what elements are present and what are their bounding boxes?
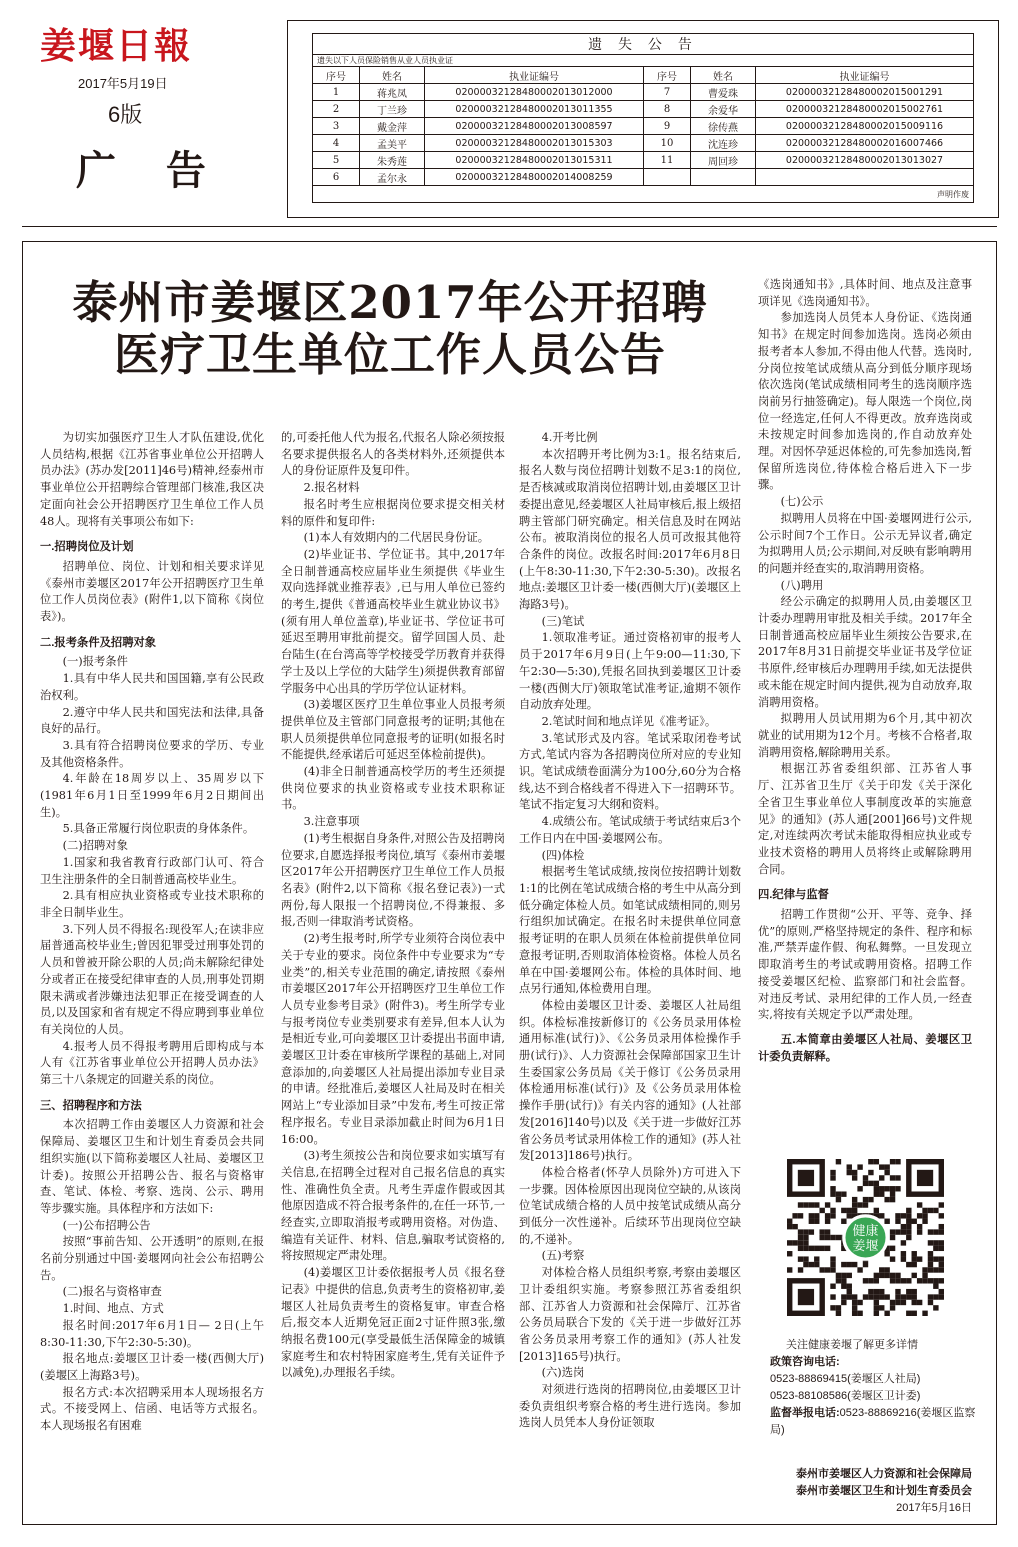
paragraph: 4.开考比例 xyxy=(541,431,598,444)
edition-number: 6版 xyxy=(108,102,143,127)
paragraph: 1.领取准考证。通过资格初审的报考人员于2017年6月9日(上午9:00—11:30,下午2:30—5:30),凭报名回执到姜堰区卫计委一楼(西侧大厅)领取笔试准考证,逾期不领作自动放弃处理。 xyxy=(519,631,741,712)
paragraph: 根据江苏省委组织部、江苏省人事厅、江苏省卫生厅《关于印发《关于深化全省卫生事业单位人事制度改革的实施意见》的通知》(苏人通[2001]66号)文件规定,对连续两次考试未能取得相应执业或专业技术资格的聘用人员将终止或解除聘用合同。 xyxy=(758,762,972,876)
section-heading: 二.报考条件及招聘对象 xyxy=(40,636,157,649)
paragraph: (4)姜堰区卫计委依据报考人员《报名登记表》中提供的信息,负责考生的资格初审,姜堰区人社局负责考生的资格复审。审查合格后,报交本人近期免冠正面2寸证件照3张,缴纳报名费100元(享受最低生活保障金的城镇家庭考生和农村特困家庭考生,凭有关证件予以减免),办理报名手续。 xyxy=(281,1266,505,1380)
paragraph: 对须进行选岗的招聘岗位,由姜堰区卫计委负责组织考察合格的考生进行选岗。参加选岗人员凭本人身份证领取 xyxy=(519,1383,741,1430)
newspaper-logo: 姜堰日報 xyxy=(40,25,193,67)
paragraph: 按照“事前告知、公开透明”的原则,在报名前分别通过中国·姜堰网向社会公布招聘公告。 xyxy=(40,1235,264,1282)
table-cell: 7 xyxy=(644,84,691,101)
paragraph: 报名地点:姜堰区卫计委一楼(西侧大厅)(姜堰区上海路3号)。 xyxy=(40,1352,264,1382)
table-cell xyxy=(691,169,756,186)
paragraph: 本次招聘开考比例为3:1。报名结束后,报名人数与岗位招聘计划数不足3:1的岗位,是否核减或取消岗位招聘计划,由姜堰区卫计委提出意见,经姜堰区人社局审核后,报上级招聘主管部门研究确定。相关信息及时在网站公布。被取消岗位的报名人员可改报其他符合条件的岗位。改报名时间:2017年6月8日(上午8:30-11:30,下午2:30-5:30)。改报名地点:姜堰区卫计委一楼(西侧大厅)(姜堰区上海路3号)。 xyxy=(519,447,741,612)
table-row xyxy=(313,152,974,169)
lost-notice-subtitle: 遗失以下人员保险销售从业人员执业证 xyxy=(313,55,974,67)
paragraph: 招聘工作贯彻“公开、平等、竞争、择优”的原则,严格坚持规定的条件、程序和标准,严禁弄虚作假、徇私舞弊。一旦发现立即取消考生的考试或聘用资格。招聘工作接受姜堰区纪检、监察部门和社会监督。对违反考试、录用纪律的工作人员,一经查实,将按有关规定予以严肃处理。 xyxy=(758,908,972,1022)
follow-text: 关注健康姜堰了解更多详情 xyxy=(786,1339,918,1351)
header-cell: 姓名 xyxy=(691,67,756,84)
contact-info xyxy=(770,1337,980,1439)
paragraph: 2.报名材料 xyxy=(303,481,360,495)
table-cell: 02000032128480002013013027 xyxy=(756,152,974,169)
table-cell: 3 xyxy=(313,118,360,135)
paragraph: (四)体检 xyxy=(541,848,585,862)
header-cell: 执业证编号 xyxy=(756,67,974,84)
table-cell: 2 xyxy=(313,101,360,118)
paragraph: 报名时间:2017年6月1日— 2日(上午8:30-11:30,下午2:30-5:30)。 xyxy=(40,1318,264,1349)
article-column-4 xyxy=(758,277,972,1065)
table-cell: 周回珍 xyxy=(691,152,756,169)
table-row xyxy=(313,135,974,152)
svg-text:姜堰: 姜堰 xyxy=(852,1238,879,1254)
table-cell: 沈连珍 xyxy=(691,135,756,152)
paragraph: 体检合格者(怀孕人员除外)方可进入下一步骤。因体检原因出现岗位空缺的,从该岗位笔试成绩合格的人员中按笔试成绩从高分到低分一次性递补。后续环节出现岗位空缺的,不递补。 xyxy=(519,1165,741,1246)
table-cell: 余爱华 xyxy=(691,101,756,118)
issue-date: 2017年5月19日 xyxy=(78,76,168,91)
table-cell: 曹爱珠 xyxy=(691,84,756,101)
table-row xyxy=(313,169,974,186)
issuer-2: 泰州市姜堰区卫生和计划生育委员会 xyxy=(796,1485,972,1497)
table-cell: 孟美平 xyxy=(360,135,425,152)
consult-label: 政策咨询电话: xyxy=(770,1356,840,1368)
paragraph: (五)考察 xyxy=(541,1249,585,1263)
paragraph: 报名时考生应根据岗位要求提交相关材料的原件和复印件: xyxy=(281,497,505,528)
header-cell: 执业证编号 xyxy=(425,67,644,84)
table-cell: 02000032128480002013011355 xyxy=(425,101,644,118)
paragraph: 2.遵守中华人民共和国宪法和法律,具备良好的品行。 xyxy=(40,705,264,736)
paragraph: 4.成绩公布。笔试成绩于考试结束后3个工作日内在中国·姜堰网公布。 xyxy=(519,815,741,845)
headline-line-2: 医疗卫生单位工作人员公告 xyxy=(113,328,666,381)
paragraph: 3.笔试形式及内容。笔试采取闭卷考试方式,笔试内容为各招聘岗位所对应的专业知识。笔试成绩卷面满分为100分,60分为合格线,达不到合格线者不得进入下一招聘环节。笔试不指定复习大纲和资料。 xyxy=(519,731,741,812)
svg-text:健康: 健康 xyxy=(852,1223,879,1239)
masthead xyxy=(40,18,260,196)
paragraph: (4)非全日制普通高校学历的考生还须提供岗位要求的执业资格或专业技术职称证书。 xyxy=(281,765,505,812)
paragraph: (2)考生报考时,所学专业须符合岗位表中关于专业的要求。岗位条件中专业要求为“专业类”的,相关专业范围的确定,请按照《泰州市姜堰区2017年公开招聘医疗卫生单位工作人员专业参考目录》(附件3)。考生所学专业与报考岗位专业类别要求有差异,但本人认为是相近专业,可向姜堰区卫计委提出书面申请,姜堰区卫计委在审核所学课程的基础上,对同意添加的,向姜堰区人社局提出添加专业目录的申请。经批准后,姜堰区人社局及时在相关网站上“专业添加目录”中发布,考生可按正常程序报名。专业目录添加截止时间为6月1日16:00。 xyxy=(281,932,505,1146)
paragraph: 的,可委托他人代为报名,代报名人除必须按报名要求提供报名人的各类材料外,还须提供本人的身份证原件及复印件。 xyxy=(281,431,505,478)
paragraph: 拟聘用人员试用期为6个月,其中初次就业的试用期为12个月。考核不合格者,取消聘用资格,解除聘用关系。 xyxy=(758,712,972,759)
section-heading: 三、招聘程序和方法 xyxy=(40,1099,142,1112)
paragraph: (二)招聘对象 xyxy=(62,839,128,853)
table-cell: 02000032128480002013012000 xyxy=(425,84,644,101)
table-cell: 戴金萍 xyxy=(360,118,425,135)
table-row xyxy=(313,101,974,118)
paragraph: 为切实加强医疗卫生人才队伍建设,优化人员结构,根据《江苏省事业单位公开招聘人员办法》(苏办发[2011]46号)精神,经泰州市事业单位公开招聘综合管理部门核准,我区决定面向社会公开招聘医疗卫生单位工作人员48人。现将有关事项公布如下: xyxy=(40,431,264,528)
table-cell: 02000032128480002015009116 xyxy=(756,118,974,135)
paragraph: (3)考生须按公告和岗位要求如实填写有关信息,在招聘全过程对自己报名信息的真实性、准确性负全责。凡考生弄虚作假或因其他原因造成不符合报考条件的,在任一环节,一经查实,立即取消报考或聘用资格。对伪造、编造有关证件、材料、信息,骗取考试资格的,将按照规定严肃处理。 xyxy=(281,1149,505,1263)
consult-phone-1: 0523-88869415(姜堰区人社局) xyxy=(770,1373,921,1385)
paragraph: (六)选岗 xyxy=(541,1366,585,1380)
table-cell: 徐传燕 xyxy=(691,118,756,135)
table-cell: 4 xyxy=(313,135,360,152)
article-column-2 xyxy=(281,430,505,1382)
lost-notice-title: 遗 失 公 告 xyxy=(313,34,974,55)
paragraph: (1)考生根据自身条件,对照公告及招聘岗位要求,自愿选择报考岗位,填写《泰州市姜堰区2017年公开招聘医疗卫生单位工作人员报名表》(附件2,以下简称《报名登记表》)一式两份,每人限报一个招聘岗位,不得兼报、多报,否则一律取消考试资格。 xyxy=(281,831,505,929)
table-cell: 朱秀莲 xyxy=(360,152,425,169)
paragraph: 1.时间、地点、方式 xyxy=(62,1302,164,1316)
report-phone: 0523-88869216(姜堰区监察局) xyxy=(770,1407,976,1436)
paragraph: 1.具有中华人民共和国国籍,享有公民政治权利。 xyxy=(40,672,264,702)
table-cell: 02000032128480002013008597 xyxy=(425,118,644,135)
table-header-row xyxy=(313,67,974,84)
paragraph: (八)聘用 xyxy=(780,578,824,592)
paragraph: 报名方式:本次招聘采用本人现场报名方式。不接受网上、信函、电话等方式报名。本人现场报名有困难 xyxy=(40,1385,264,1433)
lost-notice-table xyxy=(312,33,974,203)
table-cell: 蒋兆凤 xyxy=(360,84,425,101)
table-cell: 02000032128480002014008259 xyxy=(425,169,644,186)
table-row xyxy=(313,84,974,101)
table-row xyxy=(313,118,974,135)
paragraph: (2)毕业证书、学位证书。其中,2017年全日制普通高校应届毕业生须提供《毕业生双向选择就业推荐表》,已与用人单位已签约的考生,提供《普通高校毕业生就业协议书》(须有用人单位盖章),毕业证书、学位证书可延迟至聘用审批前提交。留学回国人员、赴台陆生(在台湾高等学校接受学历教育并获得学士及以上学位的大陆学生)须提供教育部留学服务中心出具的学历学位认证材料。 xyxy=(281,547,505,695)
declaration: 声明作废 xyxy=(313,186,974,203)
paragraph: 《选岗通知书》,具体时间、地点及注意事项详见《选岗通知书》。 xyxy=(758,278,972,308)
paragraph: 参加选岗人员凭本人身份证、《选岗通知书》在规定时间参加选岗。选岗必须由报考者本人参加,不得由他人代替。选岗时,分岗位按笔试成绩从高分到低分顺序现场依次选岗(笔试成绩相同考生的选岗顺序选岗前另行抽签确定)。每人限选一个岗位,岗位一经选定,任何人不得更改。放弃选岗或未按规定时间参加选岗的,作自动放弃处理。对因怀孕延迟体检的,可先参加选岗,暂保留所选岗位,待体检合格后进入下一步骤。 xyxy=(758,311,972,492)
paragraph: 对体检合格人员组织考察,考察由姜堰区卫计委组织实施。考察参照江苏省委组织部、江苏省人力资源和社会保障厅、江苏省公务员局联合下发的《关于进一步做好江苏省公务员录用考察工作的通知》(苏人社发[2013]165号)执行。 xyxy=(519,1266,741,1363)
table-cell: 02000032128480002013015311 xyxy=(425,152,644,169)
table-cell xyxy=(644,169,691,186)
table-cell: 02000032128480002013015303 xyxy=(425,135,644,152)
paragraph: (一)报考条件 xyxy=(62,655,128,669)
paragraph: 4.年龄在18周岁以上、35周岁以下(1981年6月1日至1999年6月2日期间出生)。 xyxy=(40,772,264,819)
qr-code xyxy=(787,1159,944,1316)
issuer-1: 泰州市姜堰区人力资源和社会保障局 xyxy=(796,1468,972,1480)
paragraph: 本次招聘工作由姜堰区人力资源和社会保障局、姜堰区卫生和计划生育委员会共同组织实施(以下简称姜堰区人社局、姜堰区卫计委)。按照公开招聘公告、报名与资格审查、笔试、体检、考察、选岗、公示、聘用等步骤实施。具体程序和方法如下: xyxy=(40,1118,264,1215)
table-cell: 孟尔永 xyxy=(360,169,425,186)
paragraph: 拟聘用人员将在中国·姜堰网进行公示,公示时间7个工作日。公示无异议者,确定为拟聘用人员;公示期间,对反映有影响聘用的问题并经查实的,取消聘用资格。 xyxy=(758,511,972,575)
paragraph: (三)笔试 xyxy=(541,614,585,628)
table-cell: 5 xyxy=(313,152,360,169)
paragraph: 4.报考人员不得报考聘用后即构成与本人有《江苏省事业单位公开招聘人员办法》第三十八条规定的回避关系的岗位。 xyxy=(40,1039,264,1087)
paragraph: 体检由姜堰区卫计委、姜堰区人社局组织。体检标准按新修订的《公务员录用体检通用标准(试行)》、《公务员录用体检操作手册(试行)》、人力资源社会保障部国家卫生计生委国家公务员局《关于修订《公务员录用体检通用标准(试行)》及《公务员录用体检操作手册(试行)》有关内容的通知》(人社部发[2016]140号)以及《关于进一步做好江苏省公务员考试录用体检工作的通知》(苏人社发[2013]186号)执行。 xyxy=(519,998,741,1163)
signoff-date: 2017年5月16日 xyxy=(896,1502,972,1514)
paragraph: (二)报名与资格审查 xyxy=(62,1285,162,1299)
table-cell: 02000032128480002015002761 xyxy=(756,101,974,118)
table-cell xyxy=(756,169,974,186)
report-label: 监督举报电话: xyxy=(770,1407,840,1419)
paragraph: 2.具有相应执业资格或专业技术职称的非全日制毕业生。 xyxy=(40,889,264,919)
divider xyxy=(22,226,997,227)
paragraph: 招聘单位、岗位、计划和相关要求详见《泰州市姜堰区2017年公开招聘医疗卫生单位工作人员岗位表》(附件1,以下简称《岗位表》)。 xyxy=(40,559,264,624)
article-column-3 xyxy=(519,430,741,1432)
paragraph: 3.注意事项 xyxy=(303,815,360,829)
article-column-1 xyxy=(40,430,264,1435)
table-cell: 6 xyxy=(313,169,360,186)
header-cell: 序号 xyxy=(644,67,691,84)
paragraph: (1)本人有效期内的二代居民身份证。 xyxy=(303,531,490,545)
lost-notice xyxy=(287,20,999,218)
table-cell: 8 xyxy=(644,101,691,118)
header-cell: 序号 xyxy=(313,67,360,84)
table-cell: 02000032128480002016007466 xyxy=(756,135,974,152)
table-cell: 11 xyxy=(644,152,691,169)
table-cell: 9 xyxy=(644,118,691,135)
paragraph: 2.笔试时间和地点详见《准考证》。 xyxy=(541,714,717,728)
headline xyxy=(40,277,740,381)
section-heading: 四.纪律与监督 xyxy=(758,889,829,902)
section-heading: 一.招聘岗位及计划 xyxy=(40,541,134,554)
header-cell: 姓名 xyxy=(360,67,425,84)
paragraph: 1.国家和我省教育行政部门认可、符合卫生注册条件的全日制普通高校毕业生。 xyxy=(40,855,264,886)
table-cell: 10 xyxy=(644,135,691,152)
paragraph: 根据考生笔试成绩,按岗位按招聘计划数1:1的比例在笔试成绩合格的考生中从高分到低分确定体检人员。如笔试成绩相同的,则另行组织加试确定。在报名时未提供单位同意报考证明的在职人员须在体检前提供单位同意报考证明,否则取消体检资格。体检人员名单在中国·姜堰网公布。体检的具体时间、地点另行通知,体检费用自理。 xyxy=(519,865,741,996)
paragraph: 5.具备正常履行岗位职责的身体条件。 xyxy=(62,822,255,836)
headline-line-1: 泰州市姜堰区2017年公开招聘 xyxy=(72,276,708,329)
paragraph: 经公示确定的拟聘用人员,由姜堰区卫计委办理聘用审批及相关手续。2017年全日制普通高校应届毕业生须按公告要求,在2017年8月31日前提交毕业证书及学位证书原件,经审核后办理聘用手续,如无法提供或未能在规定时间内提供,视为自动放弃,取消聘用资格。 xyxy=(758,595,972,709)
table-cell: 02000032128480002015001291 xyxy=(756,84,974,101)
paragraph: (3)姜堰区医疗卫生单位事业人员报考须提供单位及主管部门同意报考的证明;其他在职人员须提供单位同意报考的证明(如报名时不能提供,经承诺后可延迟至体检前提供)。 xyxy=(281,698,505,762)
consult-phone-2: 0523-88108586(姜堰区卫计委) xyxy=(770,1390,921,1402)
table-cell: 1 xyxy=(313,84,360,101)
signoff xyxy=(746,1466,972,1517)
paragraph: (一)公布招聘公告 xyxy=(62,1218,151,1232)
section-title: 广 告 xyxy=(76,147,224,194)
paragraph: 3.下列人员不得报名:现役军人;在读非应届普通高校毕业生;曾因犯罪受过刑事处罚的人员和曾被开除公职的人员;尚未解除纪律处分或者正在接受纪律审查的人员,刑事处罚期限未满或者涉嫌违法犯罪正在接受调查的人员,以及国家和省有规定不得应聘到事业单位有关岗位的人员。 xyxy=(40,922,264,1036)
table-cell: 丁兰珍 xyxy=(360,101,425,118)
closing-note: 五.本简章由姜堰区人社局、姜堰区卫计委负责解释。 xyxy=(758,1033,972,1063)
paragraph: (七)公示 xyxy=(780,495,824,509)
paragraph: 3.具有符合招聘岗位要求的学历、专业及其他资格条件。 xyxy=(40,738,264,769)
